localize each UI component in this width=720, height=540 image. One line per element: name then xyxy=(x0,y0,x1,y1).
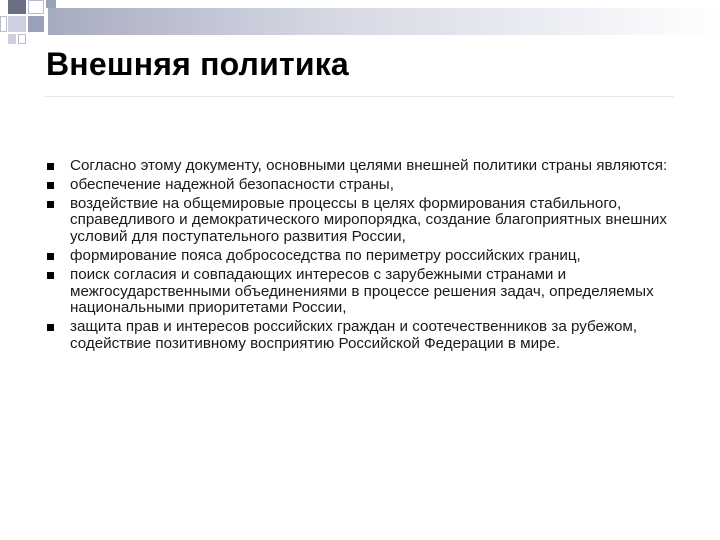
list-item-text: воздействие на общемировые процессы в целях формирования стабильного, справедливого и демократического миропорядка, создание благоприятных внешних условий для поступательного развития России, xyxy=(70,194,667,246)
square-bullet-icon xyxy=(47,201,54,208)
list-item xyxy=(44,248,684,265)
decorative-square xyxy=(8,34,16,44)
decorative-square xyxy=(0,16,7,32)
square-bullet-icon xyxy=(47,182,54,189)
list-item xyxy=(44,267,684,317)
list-item-text: формирование пояса добрососедства по периметру российских границ, xyxy=(70,246,581,264)
list-item xyxy=(44,196,684,246)
list-item-text: поиск согласия и совпадающих интересов с зарубежными странами и межгосударственными объединениями в процессе решения задач, определяемых национальными приоритетами России, xyxy=(70,265,654,317)
list-item-text: обеспечение надежной безопасности страны, xyxy=(70,175,394,193)
list-item-text: Согласно этому документу, основными целями внешней политики страны являются: xyxy=(70,157,668,174)
list-item xyxy=(44,158,684,175)
decorative-square xyxy=(18,34,26,44)
header-gradient-strip xyxy=(48,8,720,35)
square-bullet-icon xyxy=(47,163,54,170)
decorative-square xyxy=(28,16,44,32)
decorative-square xyxy=(8,16,26,32)
list-item xyxy=(44,319,684,353)
square-bullet-icon xyxy=(47,272,54,279)
decorative-square xyxy=(8,0,26,14)
title-divider xyxy=(44,96,674,97)
decorative-square xyxy=(28,0,44,14)
square-bullet-icon xyxy=(47,324,54,331)
bullet-list xyxy=(44,158,684,353)
slide-title: Внешняя политика xyxy=(46,46,349,82)
list-item xyxy=(44,177,684,194)
list-item-text: защита прав и интересов российских граждан и соотечественников за рубежом, содействие позитивному восприятию Российской Федерации в мире. xyxy=(70,318,638,352)
decorative-square xyxy=(46,0,56,8)
decorative-header-band xyxy=(0,0,720,48)
square-bullet-icon xyxy=(47,253,54,260)
